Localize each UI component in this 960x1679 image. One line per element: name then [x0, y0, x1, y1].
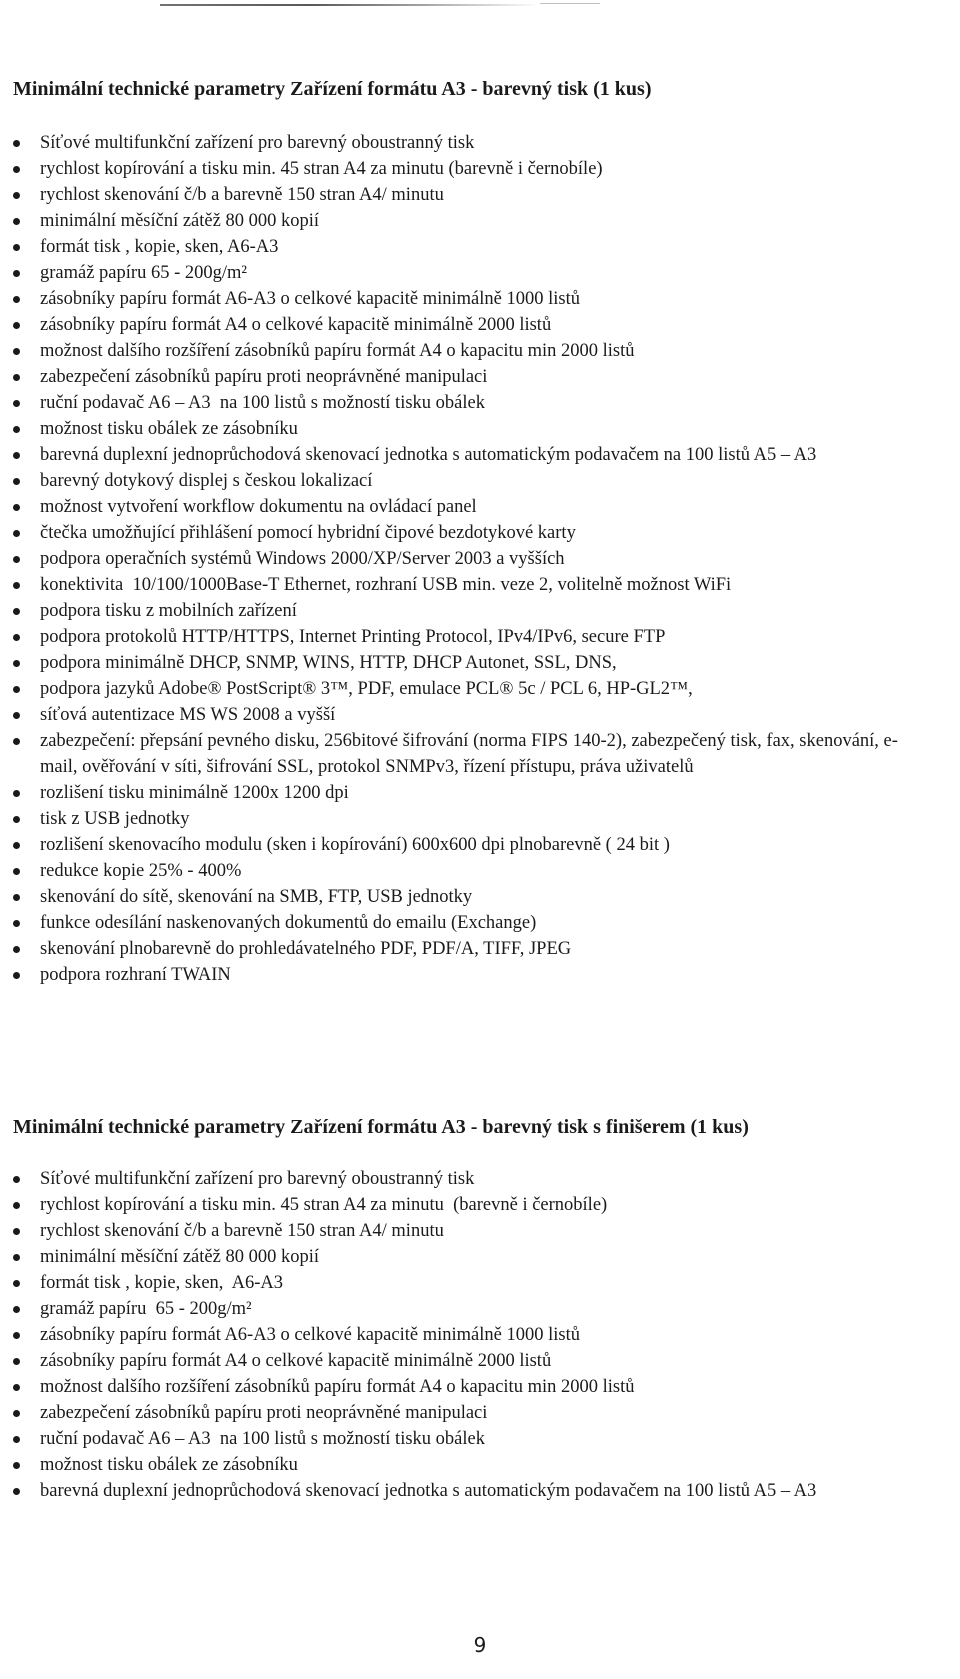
list-item — [0, 442, 905, 468]
bullet-icon — [13, 1384, 20, 1391]
list-item-text: barevná duplexní jednoprůchodová skenovací jednotka s automatickým podavačem na 100 listů A5 – A3 — [40, 1481, 817, 1501]
list-item — [0, 728, 905, 780]
bullet-icon — [13, 660, 20, 667]
list-item-text: formát tisk , kopie, sken, A6-A3 — [40, 237, 279, 257]
scan-artifact — [540, 3, 600, 4]
list-item-text: minimální měsíční zátěž 80 000 kopií — [40, 211, 319, 231]
list-item-text: podpora minimálně DHCP, SNMP, WINS, HTTP, DHCP Autonet, SSL, DNS, — [40, 653, 617, 673]
list-item-text: rychlost skenování č/b a barevně 150 stran A4/ minutu — [40, 185, 444, 205]
list-item-text: zásobníky papíru formát A4 o celkové kapacitě minimálně 2000 listů — [40, 315, 552, 335]
list-item — [0, 832, 905, 858]
list-item — [0, 416, 905, 442]
bullet-icon — [13, 946, 20, 953]
list-item — [0, 1218, 905, 1244]
list-item-text: možnost tisku obálek ze zásobníku — [40, 419, 298, 439]
list-item-text: podpora tisku z mobilních zařízení — [40, 601, 297, 621]
bullet-icon — [13, 868, 20, 875]
bullet-icon — [13, 920, 20, 927]
bullet-icon — [13, 504, 20, 511]
list-item-text: zabezpečení: přepsání pevného disku, 256bitové šifrování (norma FIPS 140-2), zabezpečený tisk, fax, skenování, e-mail, ověřování v síti, šifrování SSL, protokol SNMPv3, řízení přístupu, práva uživatelů — [40, 731, 898, 777]
bullet-icon — [13, 1462, 20, 1469]
list-item-text: gramáž papíru 65 - 200g/m² — [40, 263, 247, 283]
bullet-icon — [13, 1358, 20, 1365]
list-item — [0, 234, 905, 260]
list-item-text: podpora jazyků Adobe® PostScript® 3™, PDF, emulace PCL® 5c / PCL 6, HP-GL2™, — [40, 679, 693, 699]
list-item — [0, 286, 905, 312]
bullet-icon — [13, 1410, 20, 1417]
list-item-text: podpora rozhraní TWAIN — [40, 965, 231, 985]
bullet-icon — [13, 140, 20, 147]
list-item — [0, 208, 905, 234]
list-item — [0, 1400, 905, 1426]
list-item — [0, 390, 905, 416]
list-item-text: rozlišení skenovacího modulu (sken i kopírování) 600x600 dpi plnobarevně ( 24 bit ) — [40, 835, 670, 855]
bullet-icon — [13, 374, 20, 381]
list-item — [0, 624, 905, 650]
list-item-text: zásobníky papíru formát A6-A3 o celkové kapacitě minimálně 1000 listů — [40, 1325, 580, 1345]
list-item — [0, 1322, 905, 1348]
bullet-icon — [13, 1202, 20, 1209]
bullet-icon — [13, 556, 20, 563]
list-item — [0, 676, 905, 702]
list-item-text: rychlost skenování č/b a barevně 150 stran A4/ minutu — [40, 1221, 444, 1241]
list-item-text: barevný dotykový displej s českou lokalizací — [40, 471, 373, 491]
bullet-icon — [13, 1280, 20, 1287]
list-item-text: skenování do sítě, skenování na SMB, FTP, USB jednotky — [40, 887, 473, 907]
list-item-text: gramáž papíru 65 - 200g/m² — [40, 1299, 252, 1319]
spec-list — [0, 1166, 960, 1504]
list-item — [0, 650, 905, 676]
list-item — [0, 1478, 905, 1504]
list-item — [0, 1166, 905, 1192]
list-item-text: zabezpečení zásobníků papíru proti neoprávněné manipulaci — [40, 1403, 488, 1423]
list-item — [0, 598, 905, 624]
list-item — [0, 1192, 905, 1218]
list-item — [0, 936, 905, 962]
bullet-icon — [13, 478, 20, 485]
bullet-icon — [13, 1332, 20, 1339]
list-item — [0, 572, 905, 598]
list-item — [0, 468, 905, 494]
list-item-text: podpora operačních systémů Windows 2000/XP/Server 2003 a vyšších — [40, 549, 565, 569]
bullet-icon — [13, 738, 20, 745]
list-item — [0, 156, 905, 182]
list-item-text: zabezpečení zásobníků papíru proti neoprávněné manipulaci — [40, 367, 488, 387]
bullet-icon — [13, 842, 20, 849]
list-item-text: rychlost kopírování a tisku min. 45 stran A4 za minutu (barevně i černobíle) — [40, 1195, 608, 1215]
list-item — [0, 702, 905, 728]
list-item — [0, 520, 905, 546]
list-item — [0, 1426, 905, 1452]
bullet-icon — [13, 1488, 20, 1495]
list-item — [0, 780, 905, 806]
bullet-icon — [13, 1436, 20, 1443]
list-item-text: ruční podavač A6 – A3 na 100 listů s možností tisku obálek — [40, 393, 485, 413]
list-item-text: síťová autentizace MS WS 2008 a vyšší — [40, 705, 336, 725]
bullet-icon — [13, 894, 20, 901]
list-item — [0, 364, 905, 390]
list-item-text: formát tisk , kopie, sken, A6-A3 — [40, 1273, 284, 1293]
bullet-icon — [13, 348, 20, 355]
list-item-text: možnost vytvoření workflow dokumentu na ovládací panel — [40, 497, 477, 517]
bullet-icon — [13, 270, 20, 277]
bullet-icon — [13, 582, 20, 589]
bullet-icon — [13, 426, 20, 433]
list-item-text: zásobníky papíru formát A4 o celkové kapacitě minimálně 2000 listů — [40, 1351, 552, 1371]
bullet-icon — [13, 244, 20, 251]
page-number: 9 — [473, 1633, 487, 1657]
list-item — [0, 494, 905, 520]
list-item-text: čtečka umožňující přihlášení pomocí hybridní čipové bezdotykové karty — [40, 523, 576, 543]
bullet-icon — [13, 218, 20, 225]
list-item-text: funkce odesílání naskenovaných dokumentů do emailu (Exchange) — [40, 913, 537, 933]
list-item-text: tisk z USB jednotky — [40, 809, 190, 829]
list-item — [0, 260, 905, 286]
list-item — [0, 1374, 905, 1400]
list-item-text: rychlost kopírování a tisku min. 45 stran A4 za minutu (barevně i černobíle) — [40, 159, 603, 179]
list-item-text: Síťové multifunkční zařízení pro barevný oboustranný tisk — [40, 1169, 475, 1189]
spec-list — [0, 130, 960, 988]
list-item-text: podpora protokolů HTTP/HTTPS, Internet Printing Protocol, IPv4/IPv6, secure FTP — [40, 627, 666, 647]
list-item-text: možnost tisku obálek ze zásobníku — [40, 1455, 298, 1475]
bullet-icon — [13, 686, 20, 693]
list-item — [0, 546, 905, 572]
scan-artifact — [160, 4, 540, 6]
list-item-text: Síťové multifunkční zařízení pro barevný oboustranný tisk — [40, 133, 475, 153]
list-item — [0, 858, 905, 884]
list-item — [0, 1452, 905, 1478]
bullet-icon — [13, 452, 20, 459]
section-heading: Minimální technické parametry Zařízení formátu A3 - barevný tisk (1 kus) — [13, 78, 652, 100]
bullet-icon — [13, 1176, 20, 1183]
list-item-text: možnost dalšího rozšíření zásobníků papíru formát A4 o kapacitu min 2000 listů — [40, 341, 635, 361]
bullet-icon — [13, 816, 20, 823]
bullet-icon — [13, 1228, 20, 1235]
bullet-icon — [13, 1254, 20, 1261]
list-item — [0, 182, 905, 208]
bullet-icon — [13, 530, 20, 537]
bullet-icon — [13, 166, 20, 173]
bullet-icon — [13, 1306, 20, 1313]
list-item — [0, 910, 905, 936]
bullet-icon — [13, 400, 20, 407]
list-item — [0, 338, 905, 364]
bullet-icon — [13, 790, 20, 797]
list-item-text: možnost dalšího rozšíření zásobníků papíru formát A4 o kapacitu min 2000 listů — [40, 1377, 635, 1397]
bullet-icon — [13, 296, 20, 303]
list-item — [0, 130, 905, 156]
list-item-text: rozlišení tisku minimálně 1200x 1200 dpi — [40, 783, 349, 803]
list-item — [0, 312, 905, 338]
list-item — [0, 1270, 905, 1296]
bullet-icon — [13, 712, 20, 719]
bullet-icon — [13, 634, 20, 641]
list-item-text: ruční podavač A6 – A3 na 100 listů s možností tisku obálek — [40, 1429, 485, 1449]
list-item — [0, 1244, 905, 1270]
list-item-text: konektivita 10/100/1000Base-T Ethernet, rozhraní USB min. veze 2, volitelně možnost WiFi — [40, 575, 732, 595]
list-item-text: barevná duplexní jednoprůchodová skenovací jednotka s automatickým podavačem na 100 listů A5 – A3 — [40, 445, 817, 465]
bullet-icon — [13, 322, 20, 329]
bullet-icon — [13, 972, 20, 979]
bullet-icon — [13, 192, 20, 199]
list-item — [0, 962, 905, 988]
list-item — [0, 884, 905, 910]
bullet-icon — [13, 608, 20, 615]
list-item — [0, 1348, 905, 1374]
list-item-text: zásobníky papíru formát A6-A3 o celkové kapacitě minimálně 1000 listů — [40, 289, 580, 309]
list-item-text: redukce kopie 25% - 400% — [40, 861, 242, 881]
list-item-text: skenování plnobarevně do prohledávatelného PDF, PDF/A, TIFF, JPEG — [40, 939, 572, 959]
section-heading: Minimální technické parametry Zařízení formátu A3 - barevný tisk s finišerem (1 kus) — [13, 1116, 749, 1138]
list-item-text: minimální měsíční zátěž 80 000 kopií — [40, 1247, 319, 1267]
list-item — [0, 1296, 905, 1322]
list-item — [0, 806, 905, 832]
